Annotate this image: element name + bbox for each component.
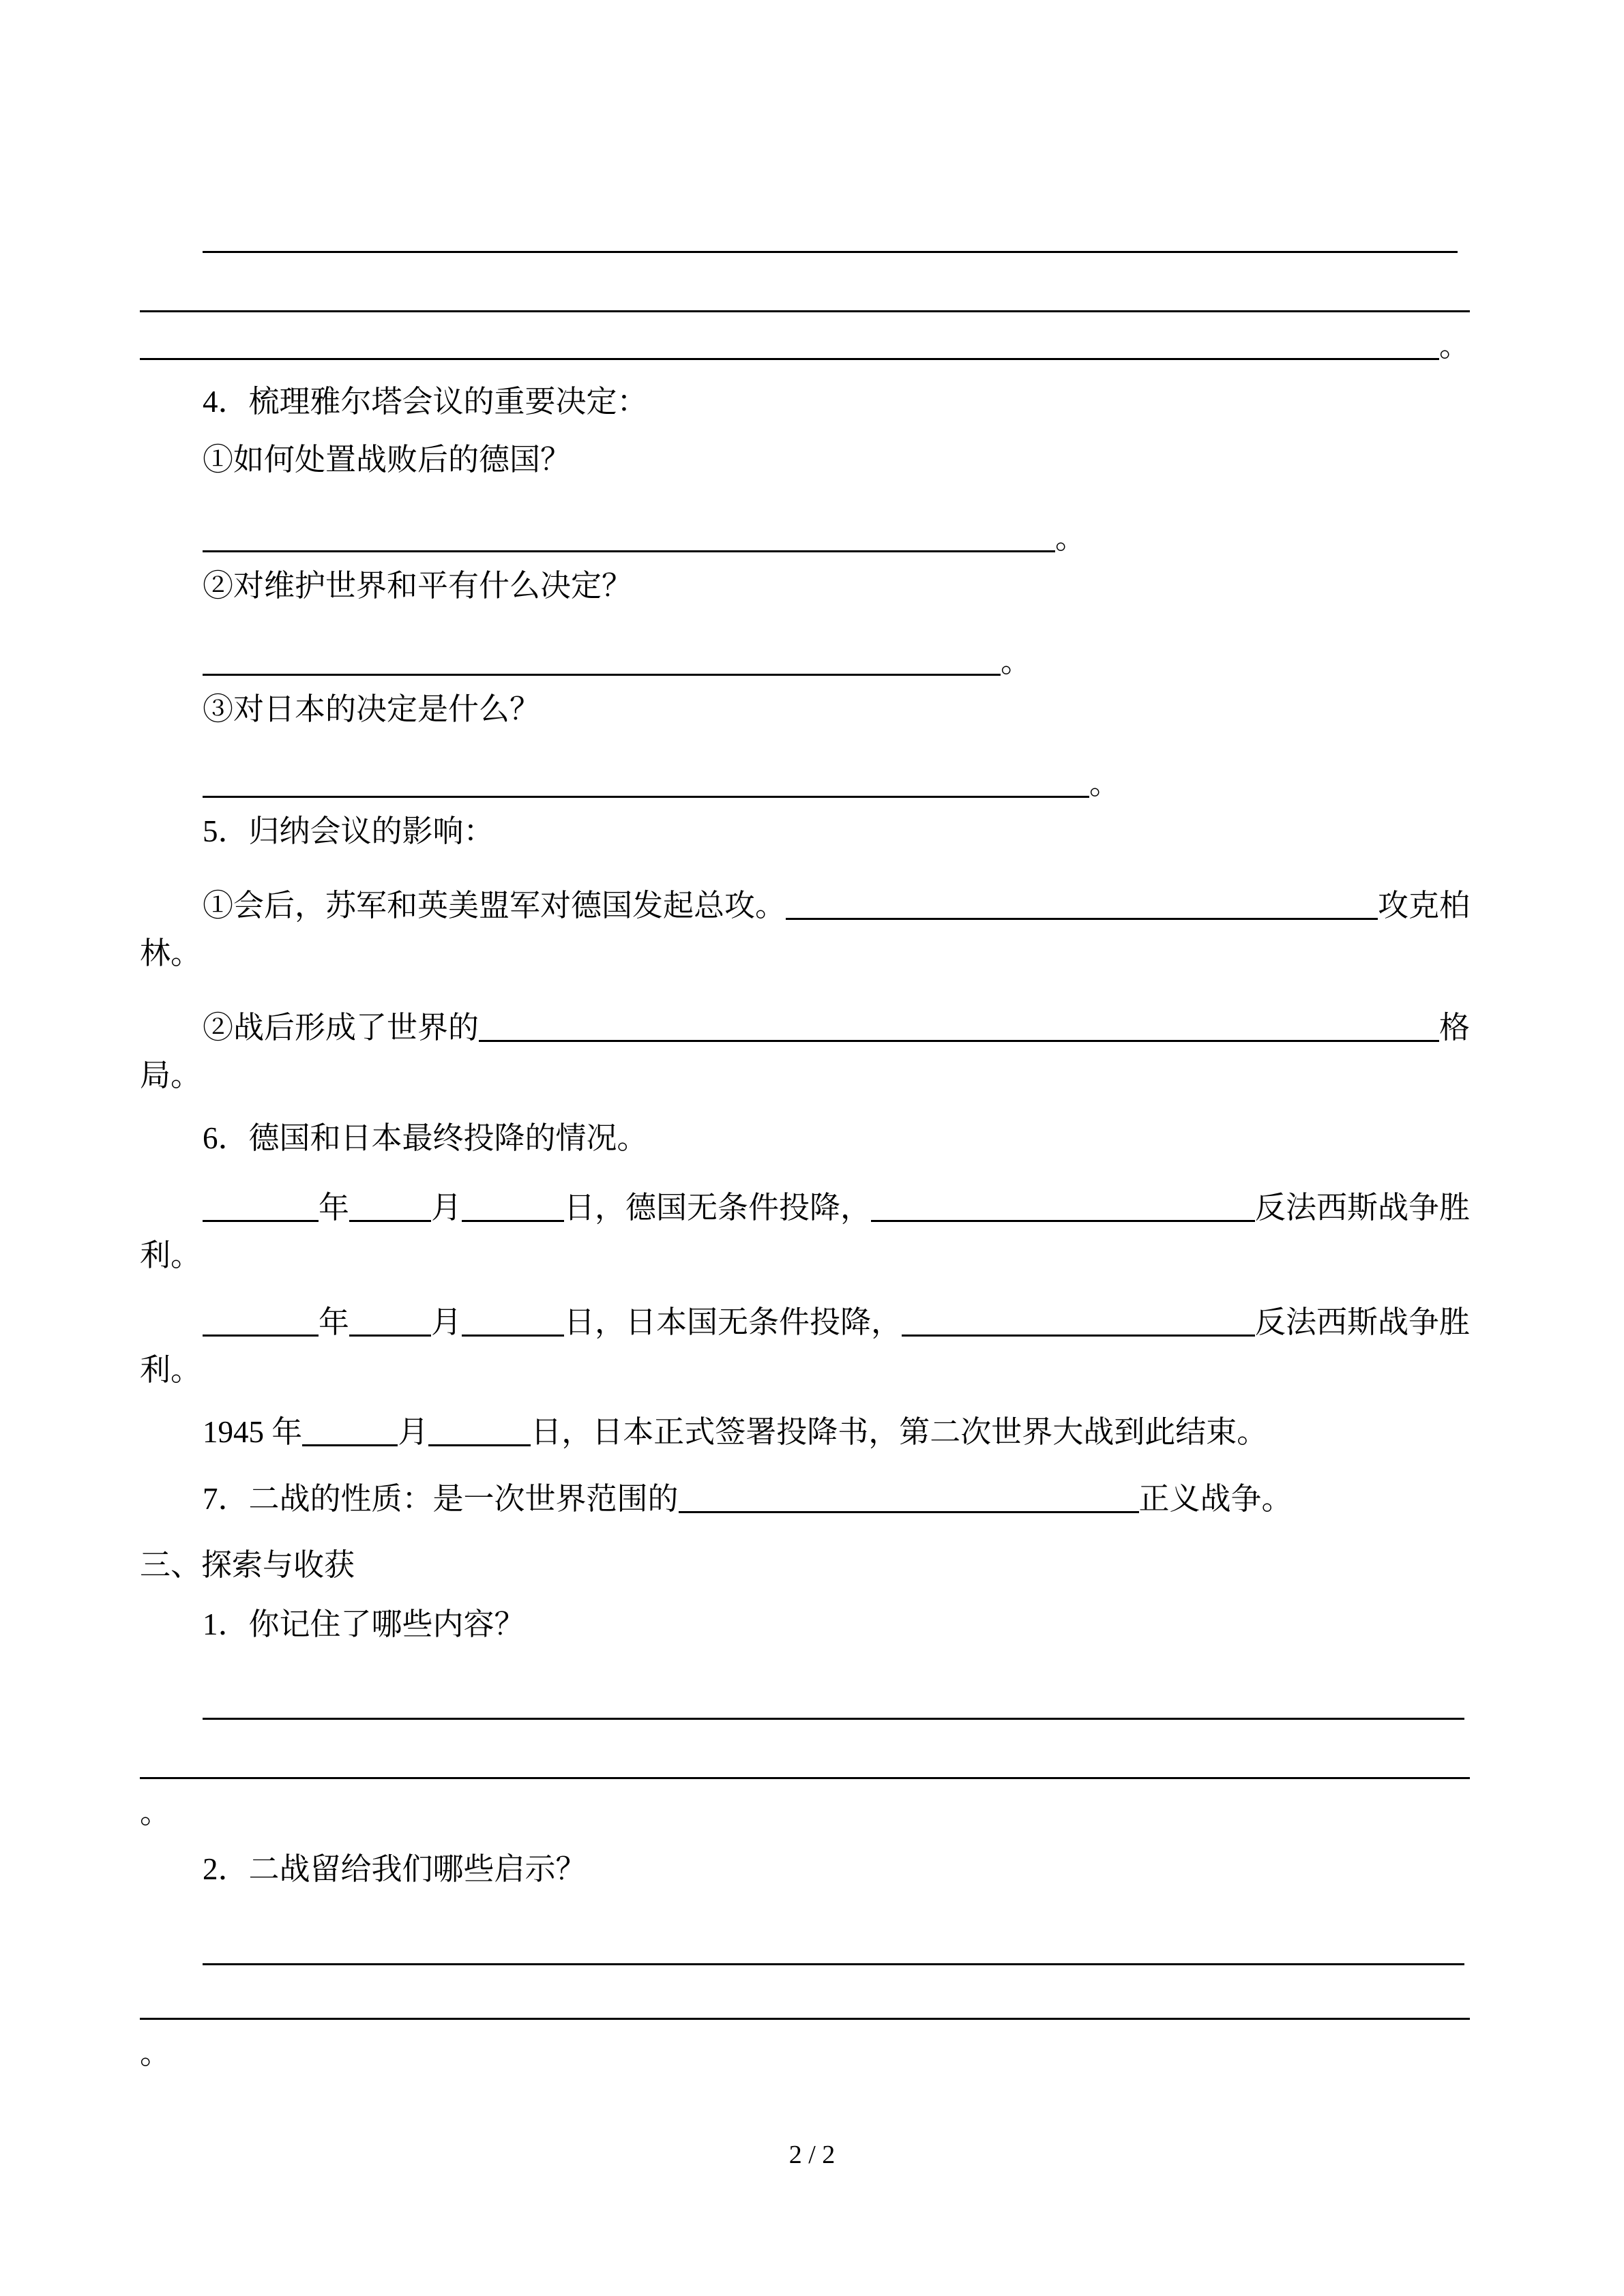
question-6-line1-wrap	[140, 1232, 1470, 1279]
page-number: 2 / 2	[788, 2141, 836, 2169]
answer-blank	[140, 305, 1470, 312]
section-3-title	[140, 1541, 1470, 1589]
answer-blank	[203, 669, 1001, 676]
question-6-line1	[140, 1184, 1470, 1232]
question-6-line1-mid: 日，德国无条件投降，	[564, 1191, 872, 1225]
day-blank	[462, 1215, 564, 1222]
question-6-title-text: 6．德国和日本最终投降的情况。	[203, 1121, 648, 1155]
period-mark: 。	[140, 1795, 171, 1830]
answer-line	[140, 215, 1470, 263]
question-5-item1-wrap-text: 林。	[140, 936, 202, 970]
question-5-item2-pre: ②战后形成了世界的	[203, 1011, 479, 1045]
year-label: 年	[319, 1305, 350, 1339]
page-footer	[0, 2140, 1624, 2170]
question-6-line3-start: 1945 年	[203, 1415, 303, 1449]
day-blank	[428, 1440, 531, 1446]
answer-blank	[203, 791, 1089, 798]
section-3-question-1-text: 1．你记住了哪些内容？	[203, 1607, 525, 1641]
answer-line-period	[140, 2029, 1470, 2077]
question-4-item3-text: ③对日本的决定是什么？	[203, 692, 541, 726]
answer-blank	[203, 1713, 1464, 1720]
answer-line	[140, 638, 1470, 685]
question-5-item2	[140, 1004, 1470, 1052]
answer-line	[140, 1741, 1470, 1789]
question-5-item2-wrap-text: 局。	[140, 1058, 202, 1092]
question-5-item1-pre: ①会后，苏军和英美盟军对德国发起总攻。	[203, 889, 786, 923]
answer-blank	[140, 1772, 1470, 1779]
question-4-item3	[140, 685, 1470, 733]
question-6-line3	[140, 1408, 1470, 1456]
question-6-line2-wrap-text: 利。	[140, 1353, 202, 1387]
question-6-line2-end: 反法西斯战争胜	[1255, 1305, 1471, 1339]
year-blank	[203, 1330, 319, 1337]
answer-line	[140, 274, 1470, 322]
answer-blank	[479, 1035, 1439, 1042]
year-blank	[203, 1215, 319, 1222]
question-6-line2	[140, 1298, 1470, 1346]
question-5-title	[140, 807, 1470, 855]
question-5-item1	[140, 882, 1470, 929]
answer-blank	[203, 1958, 1464, 1965]
answer-line	[140, 514, 1470, 562]
question-7	[140, 1475, 1470, 1523]
period-mark: 。	[1001, 644, 1032, 679]
section-3-question-1	[140, 1600, 1470, 1648]
question-4-item2	[140, 562, 1470, 610]
question-7-pre: 7．二战的性质：是一次世界范围的	[203, 1482, 679, 1516]
question-6-line1-end: 反法西斯战争胜	[1255, 1191, 1471, 1225]
question-6-title	[140, 1114, 1470, 1162]
question-7-post: 正义战争。	[1138, 1482, 1293, 1516]
question-4-item2-text: ②对维护世界和平有什么决定？	[203, 569, 633, 603]
month-label: 月	[398, 1415, 429, 1449]
answer-line	[140, 1927, 1470, 1975]
answer-line	[140, 760, 1470, 807]
question-5-item2-post: 格	[1439, 1011, 1471, 1045]
question-5-item1-post: 攻克柏	[1378, 889, 1471, 923]
question-6-line2-wrap	[140, 1346, 1470, 1394]
question-4-item1-text: ①如何处置战败后的德国？	[203, 443, 572, 477]
answer-blank	[902, 1330, 1255, 1337]
answer-line	[140, 1682, 1470, 1729]
answer-line	[140, 322, 1470, 370]
answer-blank	[140, 2013, 1470, 2020]
month-blank	[302, 1440, 398, 1446]
period-mark: 。	[140, 2036, 171, 2070]
period-mark: 。	[1439, 329, 1471, 363]
answer-blank	[203, 546, 1055, 552]
question-5-item2-wrap	[140, 1052, 1470, 1099]
answer-blank	[871, 1215, 1255, 1222]
answer-blank	[140, 353, 1439, 360]
answer-blank	[679, 1506, 1139, 1513]
question-6-line3-end: 日，日本正式签署投降书，第二次世界大战到此结束。	[531, 1415, 1268, 1449]
answer-line	[140, 1982, 1470, 2029]
question-6-line1-wrap-text: 利。	[140, 1238, 202, 1272]
answer-line-period	[140, 1789, 1470, 1836]
section-3-question-2-text: 2．二战留给我们哪些启示？	[203, 1852, 587, 1886]
question-4-item1	[140, 436, 1470, 483]
year-label: 年	[319, 1191, 350, 1225]
section-3-question-2	[140, 1845, 1470, 1893]
question-5-title-text: 5．归纳会议的影响：	[203, 814, 494, 848]
month-blank	[349, 1330, 431, 1337]
day-blank	[462, 1330, 564, 1337]
month-label: 月	[431, 1191, 462, 1225]
period-mark: 。	[1089, 766, 1121, 801]
month-blank	[349, 1215, 431, 1222]
question-6-line2-mid: 日，日本国无条件投降，	[564, 1305, 902, 1339]
answer-blank	[203, 246, 1458, 253]
answer-blank	[786, 913, 1378, 920]
question-4-title	[140, 378, 1470, 426]
month-label: 月	[431, 1305, 462, 1339]
period-mark: 。	[1055, 521, 1087, 555]
section-3-title-text: 三、探索与收获	[140, 1548, 355, 1582]
question-5-item1-wrap	[140, 929, 1470, 977]
question-4-title-text: 4．梳理雅尔塔会议的重要决定：	[203, 385, 648, 419]
